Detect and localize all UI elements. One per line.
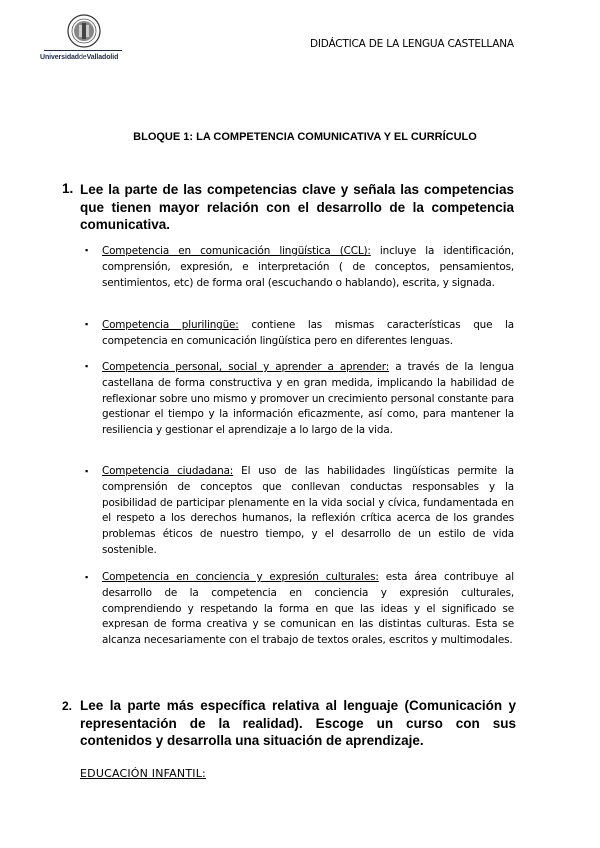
bullet-3: ▪ bbox=[85, 361, 89, 371]
competencia-title: Competencia plurilingüe: bbox=[102, 319, 239, 331]
competencia-body: El uso de las habilidades lingüísticas permite la comprensión de conceptos que conllevan conductas responsables y la posibilidad de participar plenamente en la vida social y cívica, fundamentada en el respeto a los derechos humanos, la reflexión crítica acerca de los grandes problemas éticos de nuestro tiempo, y el desarrollo de un estilo de vida sostenible. bbox=[102, 465, 514, 556]
question-2-number: 2. bbox=[62, 699, 73, 713]
logo-text: UniversidaddeValladolid bbox=[40, 54, 119, 61]
competencia-body: a través de la lengua castellana de forma constructiva y en gran medida, implicando la habilidad de reflexionar sobre uno mismo y promover un crecimiento personal constante para gestionar el tiempo y la información eficazmente, así como, para mantener la resiliencia y gestionar el aprendizaje a lo largo de la vida. bbox=[102, 361, 514, 437]
competencia-body: esta área contribuye al desarrollo de la competencia en conciencia y expresión culturales, comprendiendo y respetando la forma en que las ideas y el significado se expresan de forma creativa y se comunican en las distintas culturas. Esta se alcanza necesariamente con el trabajo de textos orales, escritos y multimodales. bbox=[102, 571, 514, 647]
competencia-item-4 bbox=[102, 464, 514, 559]
bullet-5: ▪ bbox=[85, 572, 89, 582]
competencia-item-3 bbox=[102, 360, 514, 439]
competencia-title: Competencia en conciencia y expresión culturales: bbox=[102, 571, 379, 583]
competencia-item-2 bbox=[102, 318, 514, 350]
section-label: EDUCACIÓN INFANTIL: bbox=[80, 767, 206, 780]
bullet-1: ▪ bbox=[85, 245, 89, 255]
document-subject-header: DIDÁCTICA DE LA LENGUA CASTELLANA bbox=[310, 38, 514, 50]
competencia-item-5 bbox=[102, 570, 514, 649]
question-2-text: Lee la parte más específica relativa al lenguaje (Comunicación y representación de la realidad). Escoge un curso con sus contenidos y desarrolla una situación de aprendizaje. bbox=[80, 698, 516, 748]
bullet-2: ▪ bbox=[85, 319, 89, 329]
block-title: BLOQUE 1: LA COMPETENCIA COMUNICATIVA Y EL CURRÍCULO bbox=[133, 131, 477, 143]
question-1-text: Lee la parte de las competencias clave y señala las competencias que tienen mayor relación con el desarrollo de la competencia comunicativa. bbox=[80, 182, 514, 232]
logo-divider bbox=[44, 50, 122, 51]
bullet-4: ▪ bbox=[85, 466, 89, 476]
question-1-number: 1. bbox=[62, 181, 74, 196]
competencia-title: Competencia ciudadana: bbox=[102, 465, 234, 477]
competencia-title: Competencia en comunicación lingüística (CCL): bbox=[102, 245, 371, 257]
competencia-body: incluye la identificación, comprensión, expresión, e interpretación ( de conceptos, pensamientos, sentimientos, etc) de forma oral (escuchando o hablando), escrita, y signada. bbox=[102, 245, 514, 289]
university-logo bbox=[40, 14, 130, 66]
university-seal-icon bbox=[67, 14, 101, 48]
competencia-body: contiene las mismas características que la competencia en comunicación lingüística pero en diferentes lenguas. bbox=[102, 319, 514, 347]
competencia-item-1 bbox=[102, 244, 514, 291]
competencia-title: Competencia personal, social y aprender a aprender: bbox=[102, 361, 390, 373]
